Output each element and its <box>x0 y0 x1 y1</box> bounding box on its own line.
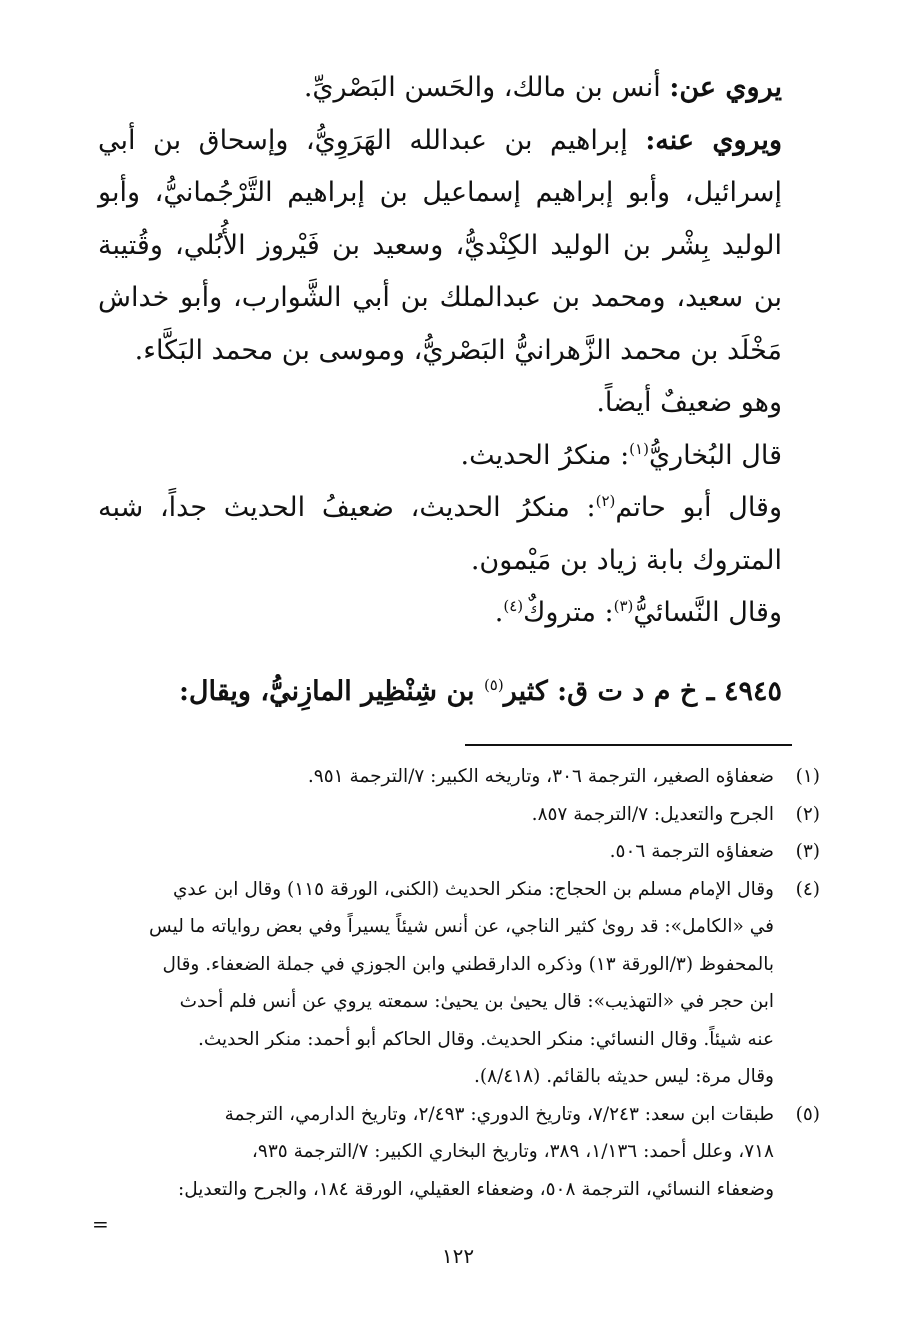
paragraph-weak-also: وهو ضعيفٌ أيضاً. <box>596 387 782 418</box>
label-narrated-by: ويروي عنه: <box>645 124 782 156</box>
footnotes <box>98 758 820 1208</box>
footnote-3 <box>98 833 820 871</box>
footnote-number: (٥) <box>795 1103 820 1125</box>
footnote-divider <box>465 744 792 746</box>
paragraph-bukhari: قال البُخاريُّ$^{(١)}$: منكرُ الحديث. <box>460 439 782 471</box>
footnote-number: (٤) <box>795 878 820 900</box>
footnote-4 <box>98 871 820 1096</box>
footnote-ref-1[interactable]: (١) <box>629 439 649 458</box>
paragraph-narrates-from: يروي عن: أنس بن مالك، والحَسن البَصْريِّ. <box>303 72 782 103</box>
footnote-ref-4[interactable]: (٤) <box>503 597 524 615</box>
footnote-5 <box>98 1096 820 1209</box>
footnote-number: (٣) <box>795 841 820 862</box>
footnote-number: (٢) <box>795 803 820 825</box>
footnote-text: ضعفاؤه الترجمة ٥٠٦. <box>609 841 774 862</box>
footnote-text: ضعفاؤه الصغير، الترجمة ٣٠٦، وتاريخه الكبير: ٧/الترجمة ٩٥١. <box>307 766 774 787</box>
footnote-2 <box>98 796 820 834</box>
footnote-1 <box>98 758 820 796</box>
footnote-text: طبقات ابن سعد: ٧/٢٤٣، وتاريخ الدوري: ٢/٤٩٣، وتاريخ الدارمي، الترجمة ٧١٨، وعلل أحمد: ١/١٣٦، ٣٨٩، وتاريخ البخاري الكبير: ٧/الترجمة ٩٣٥، وضعفاء النسائي، الترجمة ٥٠٨، وضعفاء العقيلي، الورقة ١٨٤، والجرح والتعديل: <box>178 1103 774 1200</box>
continuation-mark: = <box>92 1212 109 1236</box>
paragraph-narrated-by: ويروي عنه: إبراهيم بن عبدالله الهَرَوِيُّ، وإسحاق بن أبي إسرائيل، وأبو إبراهيم إسماعيل بن إبراهيم التَّرْجُمانيُّ، وأبو الوليد بِشْر بن الوليد الكِنْديُّ، وسعيد بن فَيْروز الأُبُلي، وقُتيبة بن سعيد، ومحمد بن عبدالملك بن أبي الشَّوارب، وأبو خداش مَخْلَد بن محمد الزَّهرانيُّ البَصْريُّ، وموسى بن محمد البَكَّاء. <box>98 124 782 366</box>
footnote-ref-5[interactable]: (٥) <box>483 676 504 694</box>
footnote-text: وقال الإمام مسلم بن الحجاج: منكر الحديث (الكنى، الورقة ١١٥) وقال ابن عدي في «الكامل»: قد روىٰ كثير الناجي، عن أنس شيئاً يسيراً وفي بعض رواياته ما ليس بالمحفوظ (٣/الورقة ١٣) وذكره الدارقطني وابن الجوزي في جملة الضعفاء. وقال ابن حجر في «التهذيب»: قال يحيىٰ بن يحيىٰ: سمعته يروي عن أنس فلم أحدث عنه شيئاً. وقال النسائي: منكر الحديث. وقال الحاكم أبو أحمد: منكر الحديث. وقال مرة: ليس حديثه بالقائم. (٨/٤١٨). <box>149 878 774 1087</box>
footnote-ref-3[interactable]: (٣) <box>613 597 634 615</box>
page-number: ١٢٢ <box>441 1244 475 1268</box>
entry-heading: ٤٩٤٥ ـ خ م د ت ق: كثير$^{(٥)}$ بن شِنْظِير المازِنيُّ، ويقال: <box>178 676 782 707</box>
footnote-ref-2[interactable]: (٢) <box>595 492 616 510</box>
footnote-number: (١) <box>795 766 820 787</box>
paragraph-abu-hatim: وقال أبو حاتم$^{(٢)}$: منكرُ الحديث، ضعيفُ الحديث جداً، شبه المتروك بابة زياد بن مَيْمون. <box>98 492 782 576</box>
label-narrates-from: يروي عن: <box>669 72 782 103</box>
footnote-text: الجرح والتعديل: ٧/الترجمة ٨٥٧. <box>531 803 774 825</box>
main-text <box>98 62 820 640</box>
paragraph-nasai: وقال النَّسائيُّ$^{(٣)}$: متروكٌ$^{(٤)}$. <box>494 597 782 628</box>
